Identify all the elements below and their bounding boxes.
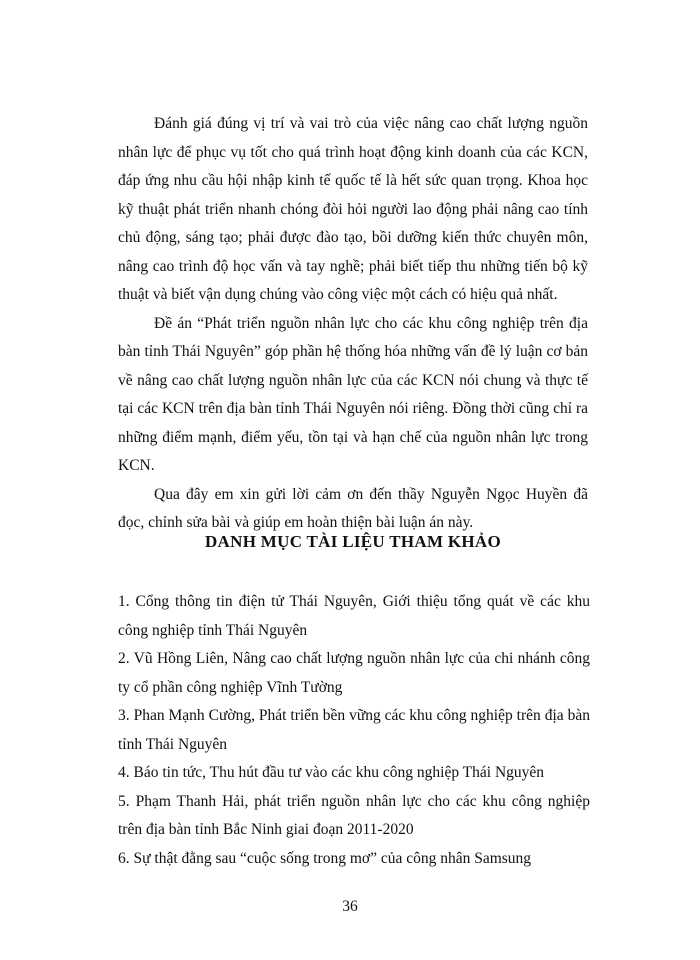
reference-item: 3. Phan Mạnh Cường, Phát triển bền vững các khu công nghiệp trên địa bàn tỉnh Thái Nguyên [118,707,590,753]
page-number: 36 [342,898,358,915]
reference-item: 2. Vũ Hồng Liên, Nâng cao chất lượng nguồn nhân lực của chi nhánh công ty cổ phần công nghiệp Vĩnh Tường [118,650,590,696]
reference-item: 4. Báo tin tức, Thu hút đầu tư vào các khu công nghiệp Thái Nguyên [118,764,545,781]
body-text [118,110,588,538]
reference-item: 6. Sự thật đằng sau “cuộc sống trong mơ” của công nhân Samsung [118,849,532,867]
references-list [118,588,590,873]
references-heading: DANH MỤC TÀI LIỆU THAM KHẢO [204,532,502,551]
paragraph-acknowledgement: Qua đây em xin gửi lời cảm ơn đến thầy Nguyễn Ngọc Huyền đã đọc, chỉnh sửa bài và giúp em hoàn thiện bài luận án này. [118,485,588,531]
reference-item: 1. Cổng thông tin điện tử Thái Nguyên, Giới thiệu tổng quát về các khu công nghiệp tỉnh Thái Nguyên [118,593,590,639]
paragraph-importance: Đánh giá đúng vị trí và vai trò của việc nâng cao chất lượng nguồn nhân lực để phục vụ tốt cho quá trình hoạt động kinh doanh của các KCN, đáp ứng nhu cầu hội nhập kinh tế quốc tế là hết sức quan trọng. Khoa học kỹ thuật phát triển nhanh chóng đòi hỏi người lao động phải nâng cao tính chủ động, sáng tạo; phải được đào tạo, bồi dưỡng kiến thức chuyên môn, nâng cao trình độ học vấn và tay nghề; phải biết tiếp thu những tiến bộ kỹ thuật và biết vận dụng chúng vào công việc một cách có hiệu quả nhất. [118,115,588,303]
paragraph-project-summary: Đề án “Phát triển nguồn nhân lực cho các khu công nghiệp trên địa bàn tỉnh Thái Nguyên” góp phần hệ thống hóa những vấn đề lý luận cơ bản về nâng cao chất lượng nguồn nhân lực của các KCN nói chung và thực tế tại các KCN trên địa bàn tỉnh Thái Nguyên nói riêng. Đồng thời cũng chỉ ra những điểm mạnh, điểm yếu, tồn tại và hạn chế của nguồn nhân lực trong KCN. [118,314,588,474]
reference-item: 5. Phạm Thanh Hải, phát triển nguồn nhân lực cho các khu công nghiệp trên địa bàn tỉnh Bắc Ninh giai đoạn 2011-2020 [118,792,590,838]
